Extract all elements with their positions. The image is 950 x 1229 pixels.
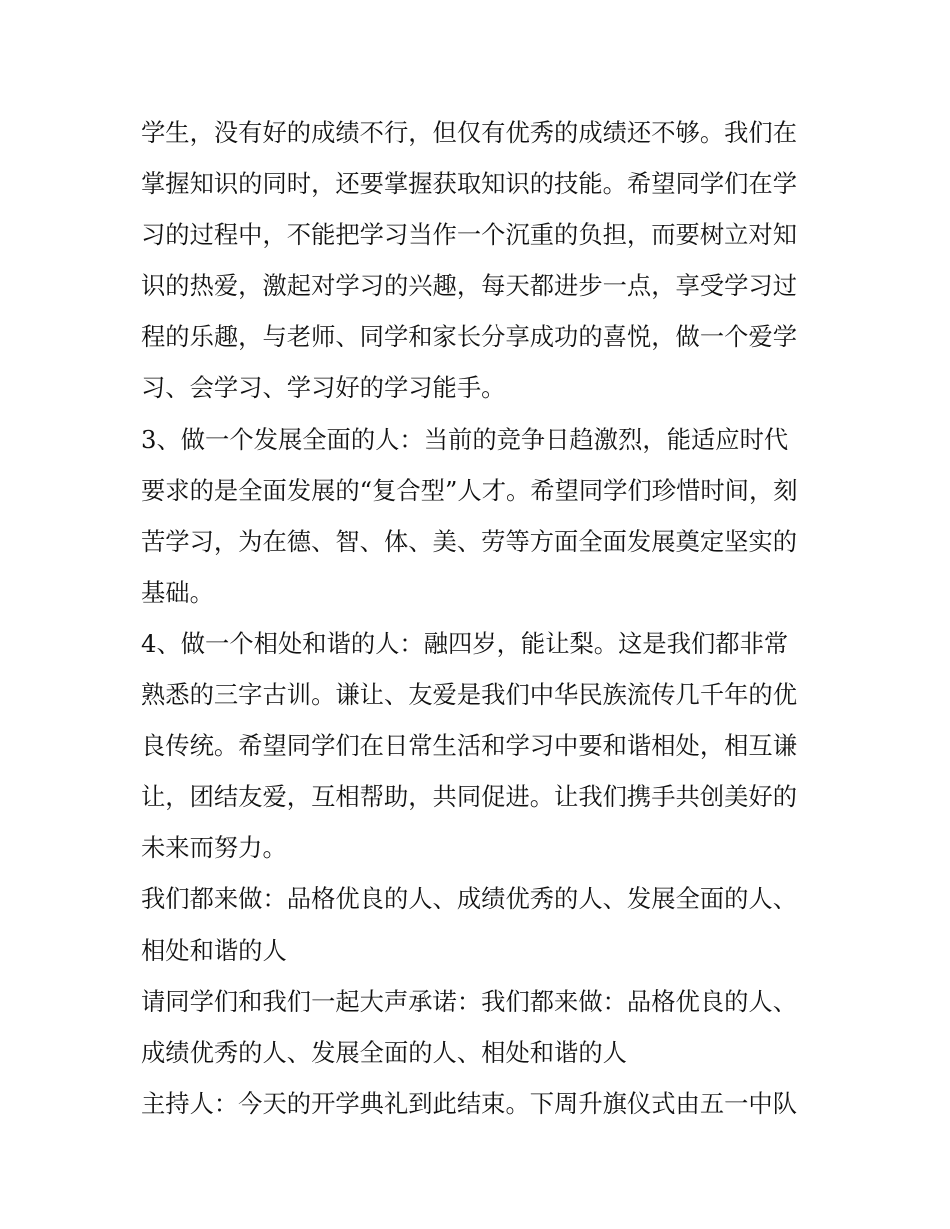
text-line: 苦学习，为在德、智、体、美、劳等方面全面发展奠定坚实的 [141,526,798,556]
text-line: 要求的是全面发展的“复合型”人才。希望同学们珍惜时间，刻 [141,475,798,505]
text-line: 熟悉的三字古训。谦让、友爱是我们中华民族流传几千年的优 [141,680,798,710]
text-line: 未来而努力。 [141,833,287,863]
text-line: 相处和谐的人 [141,935,287,965]
text-line: 良传统。希望同学们在日常生活和学习中要和谐相处，相互谦 [141,731,798,761]
text-line: 3、做一个发展全面的人：当前的竞争日趋激烈，能适应时代 [141,424,789,454]
text-line: 让，团结友爱，互相帮助，共同促进。让我们携手共创美好的 [141,782,798,812]
text-line: 请同学们和我们一起大声承诺：我们都来做：品格优良的人、 [141,986,798,1016]
text-line: 4、做一个相处和谐的人：融四岁，能让梨。这是我们都非常 [141,628,789,658]
text-line: 主持人：今天的开学典礼到此结束。下周升旗仪式由五一中队 [141,1088,798,1118]
text-line: 掌握知识的同时，还要掌握获取知识的技能。希望同学们在学 [141,169,798,199]
text-line: 识的热爱，激起对学习的兴趣，每天都进步一点，享受学习过 [141,271,798,301]
document-body [141,107,821,1129]
text-line: 习的过程中，不能把学习当作一个沉重的负担，而要树立对知 [141,220,798,250]
text-line: 习、会学习、学习好的学习能手。 [141,373,506,403]
text-line: 基础。 [141,577,214,607]
text-line: 我们都来做：品格优良的人、成绩优秀的人、发展全面的人、 [141,884,798,914]
text-line: 成绩优秀的人、发展全面的人、相处和谐的人 [141,1037,627,1067]
text-line: 学生，没有好的成绩不行，但仅有优秀的成绩还不够。我们在 [141,118,798,147]
text-line: 程的乐趣，与老师、同学和家长分享成功的喜悦，做一个爱学 [141,322,798,352]
